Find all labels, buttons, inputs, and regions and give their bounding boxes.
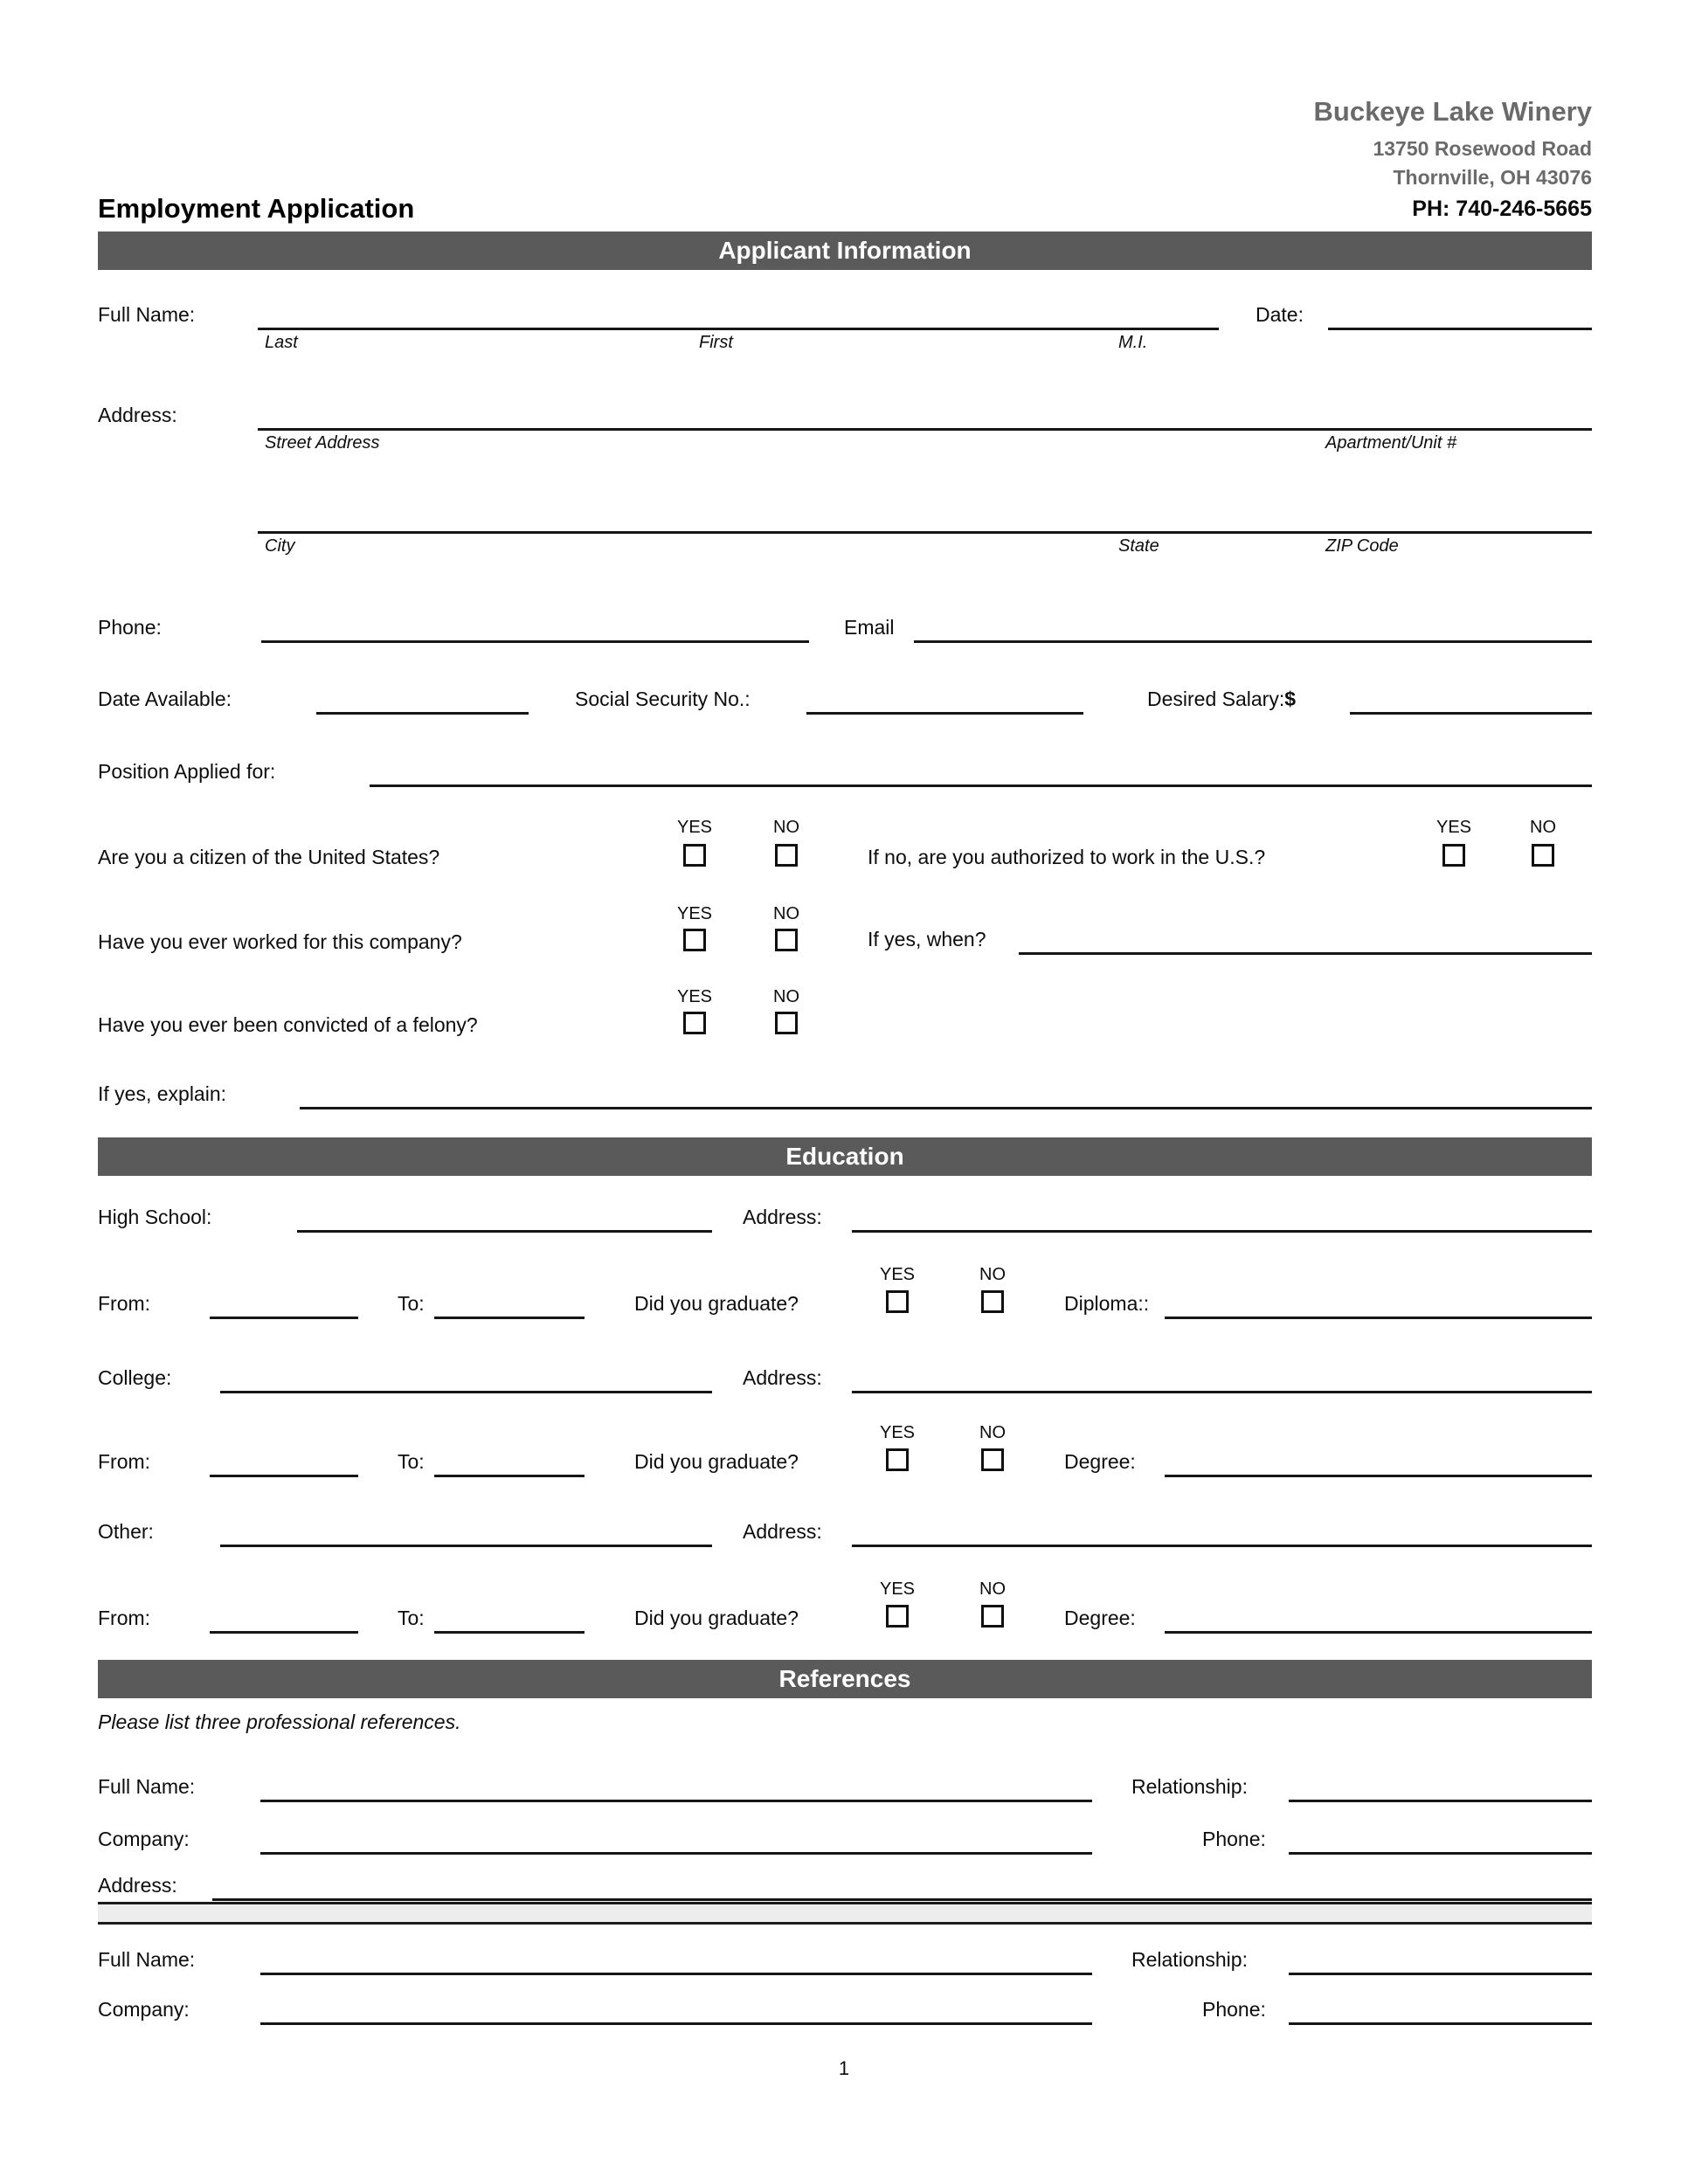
explain-input-line[interactable] — [300, 1078, 1592, 1109]
city-state-zip-input-line[interactable] — [258, 502, 1592, 556]
state-sublabel: State — [1118, 536, 1159, 556]
high-school-label: High School: — [98, 1206, 212, 1228]
first-sublabel: First — [699, 333, 733, 352]
college-to-input-line[interactable] — [434, 1446, 585, 1477]
other-from-input-line[interactable] — [210, 1602, 358, 1634]
other-address-label: Address: — [743, 1520, 822, 1543]
ssn-label: Social Security No.: — [575, 688, 751, 710]
ref2-relationship-label: Relationship: — [1131, 1948, 1248, 1971]
ref1-address-input-line[interactable] — [212, 1870, 1592, 1901]
hs-diploma-input-line[interactable] — [1165, 1288, 1592, 1319]
other-school-label: Other: — [98, 1520, 154, 1543]
apartment-sublabel: Apartment/Unit # — [1325, 433, 1457, 453]
college-grad-no-checkbox[interactable] — [981, 1448, 1004, 1471]
references-note: Please list three professional references. — [98, 1711, 461, 1733]
citizen-no-header: NO — [773, 818, 799, 837]
desired-salary-label: Desired Salary:$ — [1147, 688, 1297, 710]
college-degree-input-line[interactable] — [1165, 1446, 1592, 1477]
hs-graduate-label: Did you graduate? — [634, 1292, 799, 1315]
ref1-full-name-label: Full Name: — [98, 1775, 196, 1798]
hs-diploma-label: Diploma:: — [1064, 1292, 1150, 1315]
email-label: Email — [844, 616, 895, 639]
college-grad-yes-header: YES — [879, 1423, 916, 1442]
ref1-full-name-input-line[interactable] — [260, 1771, 1092, 1802]
citizen-yes-checkbox[interactable] — [683, 844, 706, 867]
college-from-input-line[interactable] — [210, 1446, 358, 1477]
other-from-label: From: — [98, 1607, 151, 1629]
college-degree-label: Degree: — [1064, 1450, 1136, 1473]
form-title: Employment Application — [98, 193, 415, 224]
worked-yes-checkbox[interactable] — [683, 929, 706, 951]
worked-yes-header: YES — [676, 904, 713, 923]
ref2-phone-label: Phone: — [1202, 1998, 1266, 2021]
other-grad-no-checkbox[interactable] — [981, 1605, 1004, 1628]
other-address-input-line[interactable] — [852, 1516, 1592, 1547]
ref1-relationship-label: Relationship: — [1131, 1775, 1248, 1798]
hs-from-input-line[interactable] — [210, 1288, 358, 1319]
felony-yes-checkbox[interactable] — [683, 1012, 706, 1034]
company-phone: PH: 740-246-5665 — [1412, 197, 1592, 221]
hs-grad-yes-header: YES — [879, 1265, 916, 1284]
other-grad-yes-header: YES — [879, 1579, 916, 1599]
company-name: Buckeye Lake Winery — [1313, 96, 1592, 127]
phone-input-line[interactable] — [261, 612, 809, 643]
felony-no-header: NO — [773, 987, 799, 1006]
last-sublabel: Last — [265, 333, 298, 352]
section-bar-education: Education — [98, 1137, 1592, 1176]
other-degree-label: Degree: — [1064, 1607, 1136, 1629]
authorized-yes-checkbox[interactable] — [1442, 844, 1465, 867]
ref2-full-name-label: Full Name: — [98, 1948, 196, 1971]
high-school-address-label: Address: — [743, 1206, 822, 1228]
ref2-company-input-line[interactable] — [260, 1994, 1092, 2025]
college-graduate-label: Did you graduate? — [634, 1450, 799, 1473]
hs-grad-yes-checkbox[interactable] — [886, 1290, 909, 1313]
company-city-state-zip: Thornville, OH 43076 — [1393, 166, 1592, 189]
date-input-line[interactable] — [1328, 299, 1592, 330]
college-grad-yes-checkbox[interactable] — [886, 1448, 909, 1471]
worked-no-header: NO — [773, 904, 799, 923]
college-label: College: — [98, 1366, 172, 1389]
email-input-line[interactable] — [914, 612, 1592, 643]
other-to-input-line[interactable] — [434, 1602, 585, 1634]
citizen-question: Are you a citizen of the United States? — [98, 846, 440, 868]
hs-to-input-line[interactable] — [434, 1288, 585, 1319]
company-street: 13750 Rosewood Road — [1373, 137, 1592, 160]
date-available-input-line[interactable] — [316, 683, 529, 715]
ref1-address-second-line[interactable] — [98, 1902, 1592, 1925]
other-grad-no-header: NO — [979, 1579, 1006, 1599]
hs-from-label: From: — [98, 1292, 151, 1315]
full-name-label: Full Name: — [98, 303, 196, 326]
address-label: Address: — [98, 404, 177, 426]
ref2-full-name-input-line[interactable] — [260, 1944, 1092, 1975]
other-grad-yes-checkbox[interactable] — [886, 1605, 909, 1628]
college-address-label: Address: — [743, 1366, 822, 1389]
position-applied-input-line[interactable] — [370, 756, 1592, 787]
college-address-input-line[interactable] — [852, 1362, 1592, 1393]
authorized-yes-header: YES — [1435, 818, 1472, 837]
section-bar-references: References — [98, 1660, 1592, 1698]
other-graduate-label: Did you graduate? — [634, 1607, 799, 1629]
felony-question: Have you ever been convicted of a felony? — [98, 1013, 478, 1036]
ref1-phone-input-line[interactable] — [1289, 1823, 1592, 1855]
ref1-company-label: Company: — [98, 1828, 190, 1850]
college-grad-no-header: NO — [979, 1423, 1006, 1442]
dollar-sign: $ — [1284, 688, 1297, 710]
ref2-phone-input-line[interactable] — [1289, 1994, 1592, 2025]
street-address-sublabel: Street Address — [265, 433, 380, 453]
desired-salary-input-line[interactable] — [1350, 683, 1592, 715]
page-number: 1 — [838, 2057, 850, 2079]
city-sublabel: City — [265, 536, 295, 556]
citizen-no-checkbox[interactable] — [775, 844, 798, 867]
college-input-line[interactable] — [220, 1362, 712, 1393]
ref2-company-label: Company: — [98, 1998, 190, 2021]
hs-to-label: To: — [398, 1292, 425, 1315]
full-name-input-line[interactable] — [258, 299, 1219, 352]
mi-sublabel: M.I. — [1118, 333, 1148, 352]
other-degree-input-line[interactable] — [1165, 1602, 1592, 1634]
explain-label: If yes, explain: — [98, 1082, 227, 1105]
ref1-phone-label: Phone: — [1202, 1828, 1266, 1850]
ref2-relationship-input-line[interactable] — [1289, 1944, 1592, 1975]
phone-label: Phone: — [98, 616, 162, 639]
other-school-input-line[interactable] — [220, 1516, 712, 1547]
ssn-input-line[interactable] — [806, 683, 1083, 715]
citizen-yes-header: YES — [676, 818, 713, 837]
worked-no-checkbox[interactable] — [775, 929, 798, 951]
college-to-label: To: — [398, 1450, 425, 1473]
street-address-input-line[interactable] — [258, 399, 1592, 453]
zip-sublabel: ZIP Code — [1325, 536, 1399, 556]
authorized-question: If no, are you authorized to work in the U.S.? — [868, 846, 1266, 868]
hs-grad-no-checkbox[interactable] — [981, 1290, 1004, 1313]
college-from-label: From: — [98, 1450, 151, 1473]
felony-no-checkbox[interactable] — [775, 1012, 798, 1034]
ref1-relationship-input-line[interactable] — [1289, 1771, 1592, 1802]
felony-yes-header: YES — [676, 987, 713, 1006]
high-school-input-line[interactable] — [297, 1201, 712, 1233]
date-label: Date: — [1256, 303, 1304, 326]
ref1-address-label: Address: — [98, 1874, 177, 1897]
date-available-label: Date Available: — [98, 688, 232, 710]
high-school-address-input-line[interactable] — [852, 1201, 1592, 1233]
section-bar-applicant-information: Applicant Information — [98, 232, 1592, 270]
other-to-label: To: — [398, 1607, 425, 1629]
worked-question: Have you ever worked for this company? — [98, 930, 462, 953]
position-applied-label: Position Applied for: — [98, 760, 276, 783]
authorized-no-checkbox[interactable] — [1532, 844, 1554, 867]
ref1-company-input-line[interactable] — [260, 1823, 1092, 1855]
when-label: If yes, when? — [868, 928, 986, 950]
hs-grad-no-header: NO — [979, 1265, 1006, 1284]
authorized-no-header: NO — [1530, 818, 1556, 837]
when-input-line[interactable] — [1019, 923, 1592, 955]
